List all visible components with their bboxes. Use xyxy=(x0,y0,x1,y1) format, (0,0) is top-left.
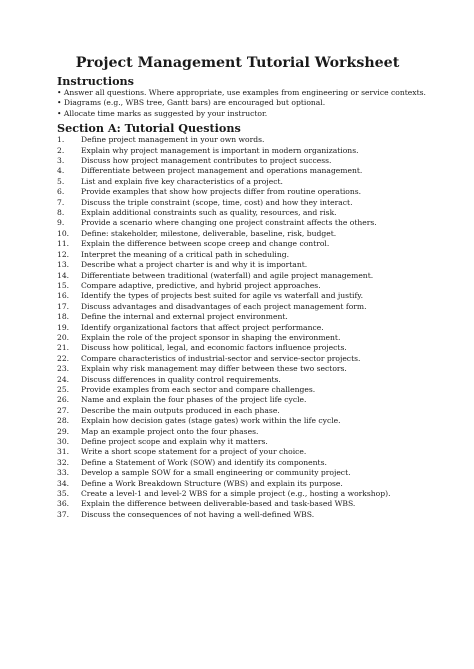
instructions-list xyxy=(57,88,426,119)
instruction-item: • Answer all questions. Where appropriate, use examples from engineering or service contexts. xyxy=(57,88,426,97)
question-item xyxy=(57,239,418,249)
instruction-item: • Allocate time marks as suggested by your instructor. xyxy=(57,108,268,118)
question-item xyxy=(57,458,418,468)
question-text: Provide examples that show how projects differ from routine operations. xyxy=(81,187,362,197)
question-text: Develop a sample SOW for a small engineering or community project. xyxy=(81,468,351,478)
question-number: 14. xyxy=(57,270,70,280)
question-number: 11. xyxy=(57,239,70,249)
question-text: Define a Work Breakdown Structure (WBS) and explain its purpose. xyxy=(81,478,343,488)
question-number: 26. xyxy=(57,395,70,405)
question-item xyxy=(57,166,418,176)
question-text: Explain why risk management may differ between these two sectors. xyxy=(81,364,347,374)
question-number: 10. xyxy=(57,228,70,238)
question-text: Provide a scenario where changing one project constraint affects the others. xyxy=(81,218,377,228)
question-number: 3. xyxy=(57,156,65,166)
question-text: Identify the types of projects best suited for agile vs waterfall and justify. xyxy=(81,291,363,301)
question-number: 37. xyxy=(57,509,70,519)
question-number: 7. xyxy=(57,197,65,207)
question-text: Identify organizational factors that affect project performance. xyxy=(81,322,324,332)
question-number: 2. xyxy=(57,145,65,155)
question-number: 36. xyxy=(57,499,70,509)
question-item xyxy=(57,281,418,291)
question-number: 19. xyxy=(57,322,70,332)
question-text: Discuss differences in quality control requirements. xyxy=(81,374,281,384)
question-number: 27. xyxy=(57,405,70,415)
question-item xyxy=(57,479,418,489)
question-number: 12. xyxy=(57,249,70,259)
question-item xyxy=(57,302,418,312)
question-number: 8. xyxy=(57,208,65,218)
question-text: Differentiate between project management and operations management. xyxy=(81,166,363,176)
question-text: Discuss how political, legal, and economic factors influence projects. xyxy=(81,343,347,353)
question-item xyxy=(57,354,418,364)
question-text: Define a Statement of Work (SOW) and identify its components. xyxy=(81,457,327,467)
question-text: Differentiate between traditional (waterfall) and agile project management. xyxy=(81,270,374,280)
question-number: 32. xyxy=(57,457,70,467)
question-text: Describe the main outputs produced in each phase. xyxy=(81,405,280,415)
question-number: 34. xyxy=(57,478,70,488)
question-number: 25. xyxy=(57,384,70,394)
question-item xyxy=(57,437,418,447)
question-number: 28. xyxy=(57,416,70,426)
question-text: Define project scope and explain why it matters. xyxy=(81,437,268,446)
question-number: 13. xyxy=(57,260,70,270)
question-number: 1. xyxy=(57,135,65,145)
question-number: 15. xyxy=(57,280,70,290)
question-item xyxy=(57,499,418,509)
question-item xyxy=(57,489,418,499)
question-number: 23. xyxy=(57,364,70,374)
question-text: Compare characteristics of industrial-sector and service-sector projects. xyxy=(81,353,361,363)
question-text: Map an example project onto the four phases. xyxy=(81,426,259,436)
question-text: List and explain five key characteristics of a project. xyxy=(81,176,283,186)
question-number: 6. xyxy=(57,187,65,197)
question-number: 30. xyxy=(57,437,70,446)
question-text: Describe what a project charter is and why it is important. xyxy=(81,260,308,270)
question-number: 35. xyxy=(57,489,70,499)
question-number: 17. xyxy=(57,301,70,311)
question-text: Define: stakeholder, milestone, deliverable, baseline, risk, budget. xyxy=(81,228,337,238)
question-number: 21. xyxy=(57,343,70,353)
question-text: Write a short scope statement for a project of your choice. xyxy=(81,447,307,457)
question-item xyxy=(57,156,418,166)
question-item xyxy=(57,427,418,437)
question-item xyxy=(57,271,418,281)
question-text: Provide examples from each sector and compare challenges. xyxy=(81,384,316,394)
question-item xyxy=(57,385,418,395)
question-number: 31. xyxy=(57,447,70,457)
question-text: Create a level-1 and level-2 WBS for a simple project (e.g., hosting a workshop). xyxy=(81,489,391,499)
question-number: 29. xyxy=(57,426,70,436)
question-item xyxy=(57,333,418,343)
question-item xyxy=(57,135,418,145)
question-number: 9. xyxy=(57,218,65,228)
question-text: Explain the difference between scope creep and change control. xyxy=(81,239,330,249)
question-text: Define project management in your own words. xyxy=(81,135,265,145)
question-text: Discuss advantages and disadvantages of each project management form. xyxy=(81,301,367,311)
question-text: Explain the role of the project sponsor in shaping the environment. xyxy=(81,332,341,342)
question-number: 22. xyxy=(57,353,70,363)
instructions-heading: Instructions xyxy=(57,74,134,88)
question-item xyxy=(57,406,418,416)
question-item xyxy=(57,364,418,374)
question-item xyxy=(57,198,418,208)
question-item xyxy=(57,343,418,353)
question-item xyxy=(57,250,418,260)
question-item xyxy=(57,218,418,228)
question-item xyxy=(57,468,418,478)
question-text: Define the internal and external project environment. xyxy=(81,312,288,322)
question-text: Discuss how project management contributes to project success. xyxy=(81,156,332,166)
question-item xyxy=(57,375,418,385)
question-number: 18. xyxy=(57,312,70,322)
instruction-item: • Diagrams (e.g., WBS tree, Gantt bars) are encouraged but optional. xyxy=(57,98,326,108)
question-item xyxy=(57,395,418,405)
question-number: 16. xyxy=(57,291,70,301)
question-item xyxy=(57,229,418,239)
section-a-heading: Section A: Tutorial Questions xyxy=(57,121,241,136)
question-text: Discuss the triple constraint (scope, time, cost) and how they interact. xyxy=(81,197,353,207)
question-text: Compare adaptive, predictive, and hybrid project approaches. xyxy=(81,280,321,290)
question-text: Interpret the meaning of a critical path in scheduling. xyxy=(81,249,290,259)
question-text: Name and explain the four phases of the project life cycle. xyxy=(81,395,307,405)
question-text: Discuss the consequences of not having a well-defined WBS. xyxy=(81,509,315,519)
question-number: 24. xyxy=(57,374,70,384)
question-item xyxy=(57,510,418,520)
question-text: Explain how decision gates (stage gates) work within the life cycle. xyxy=(81,416,341,426)
question-item xyxy=(57,291,418,301)
question-item xyxy=(57,323,418,333)
question-item xyxy=(57,312,418,322)
question-number: 4. xyxy=(57,166,65,176)
question-item xyxy=(57,208,418,218)
question-item xyxy=(57,416,418,426)
question-text: Explain why project management is important in modern organizations. xyxy=(81,145,359,155)
question-number: 33. xyxy=(57,468,70,478)
question-text: Explain the difference between deliverable-based and task-based WBS. xyxy=(81,499,356,509)
question-list xyxy=(57,135,418,520)
question-number: 5. xyxy=(57,176,65,186)
question-item xyxy=(57,177,418,187)
question-item xyxy=(57,146,418,156)
question-number: 20. xyxy=(57,332,70,342)
question-item xyxy=(57,187,418,197)
question-item xyxy=(57,260,418,270)
page-title: Project Management Tutorial Worksheet xyxy=(75,55,400,71)
question-item xyxy=(57,447,418,457)
question-text: Explain additional constraints such as quality, resources, and risk. xyxy=(81,208,337,218)
